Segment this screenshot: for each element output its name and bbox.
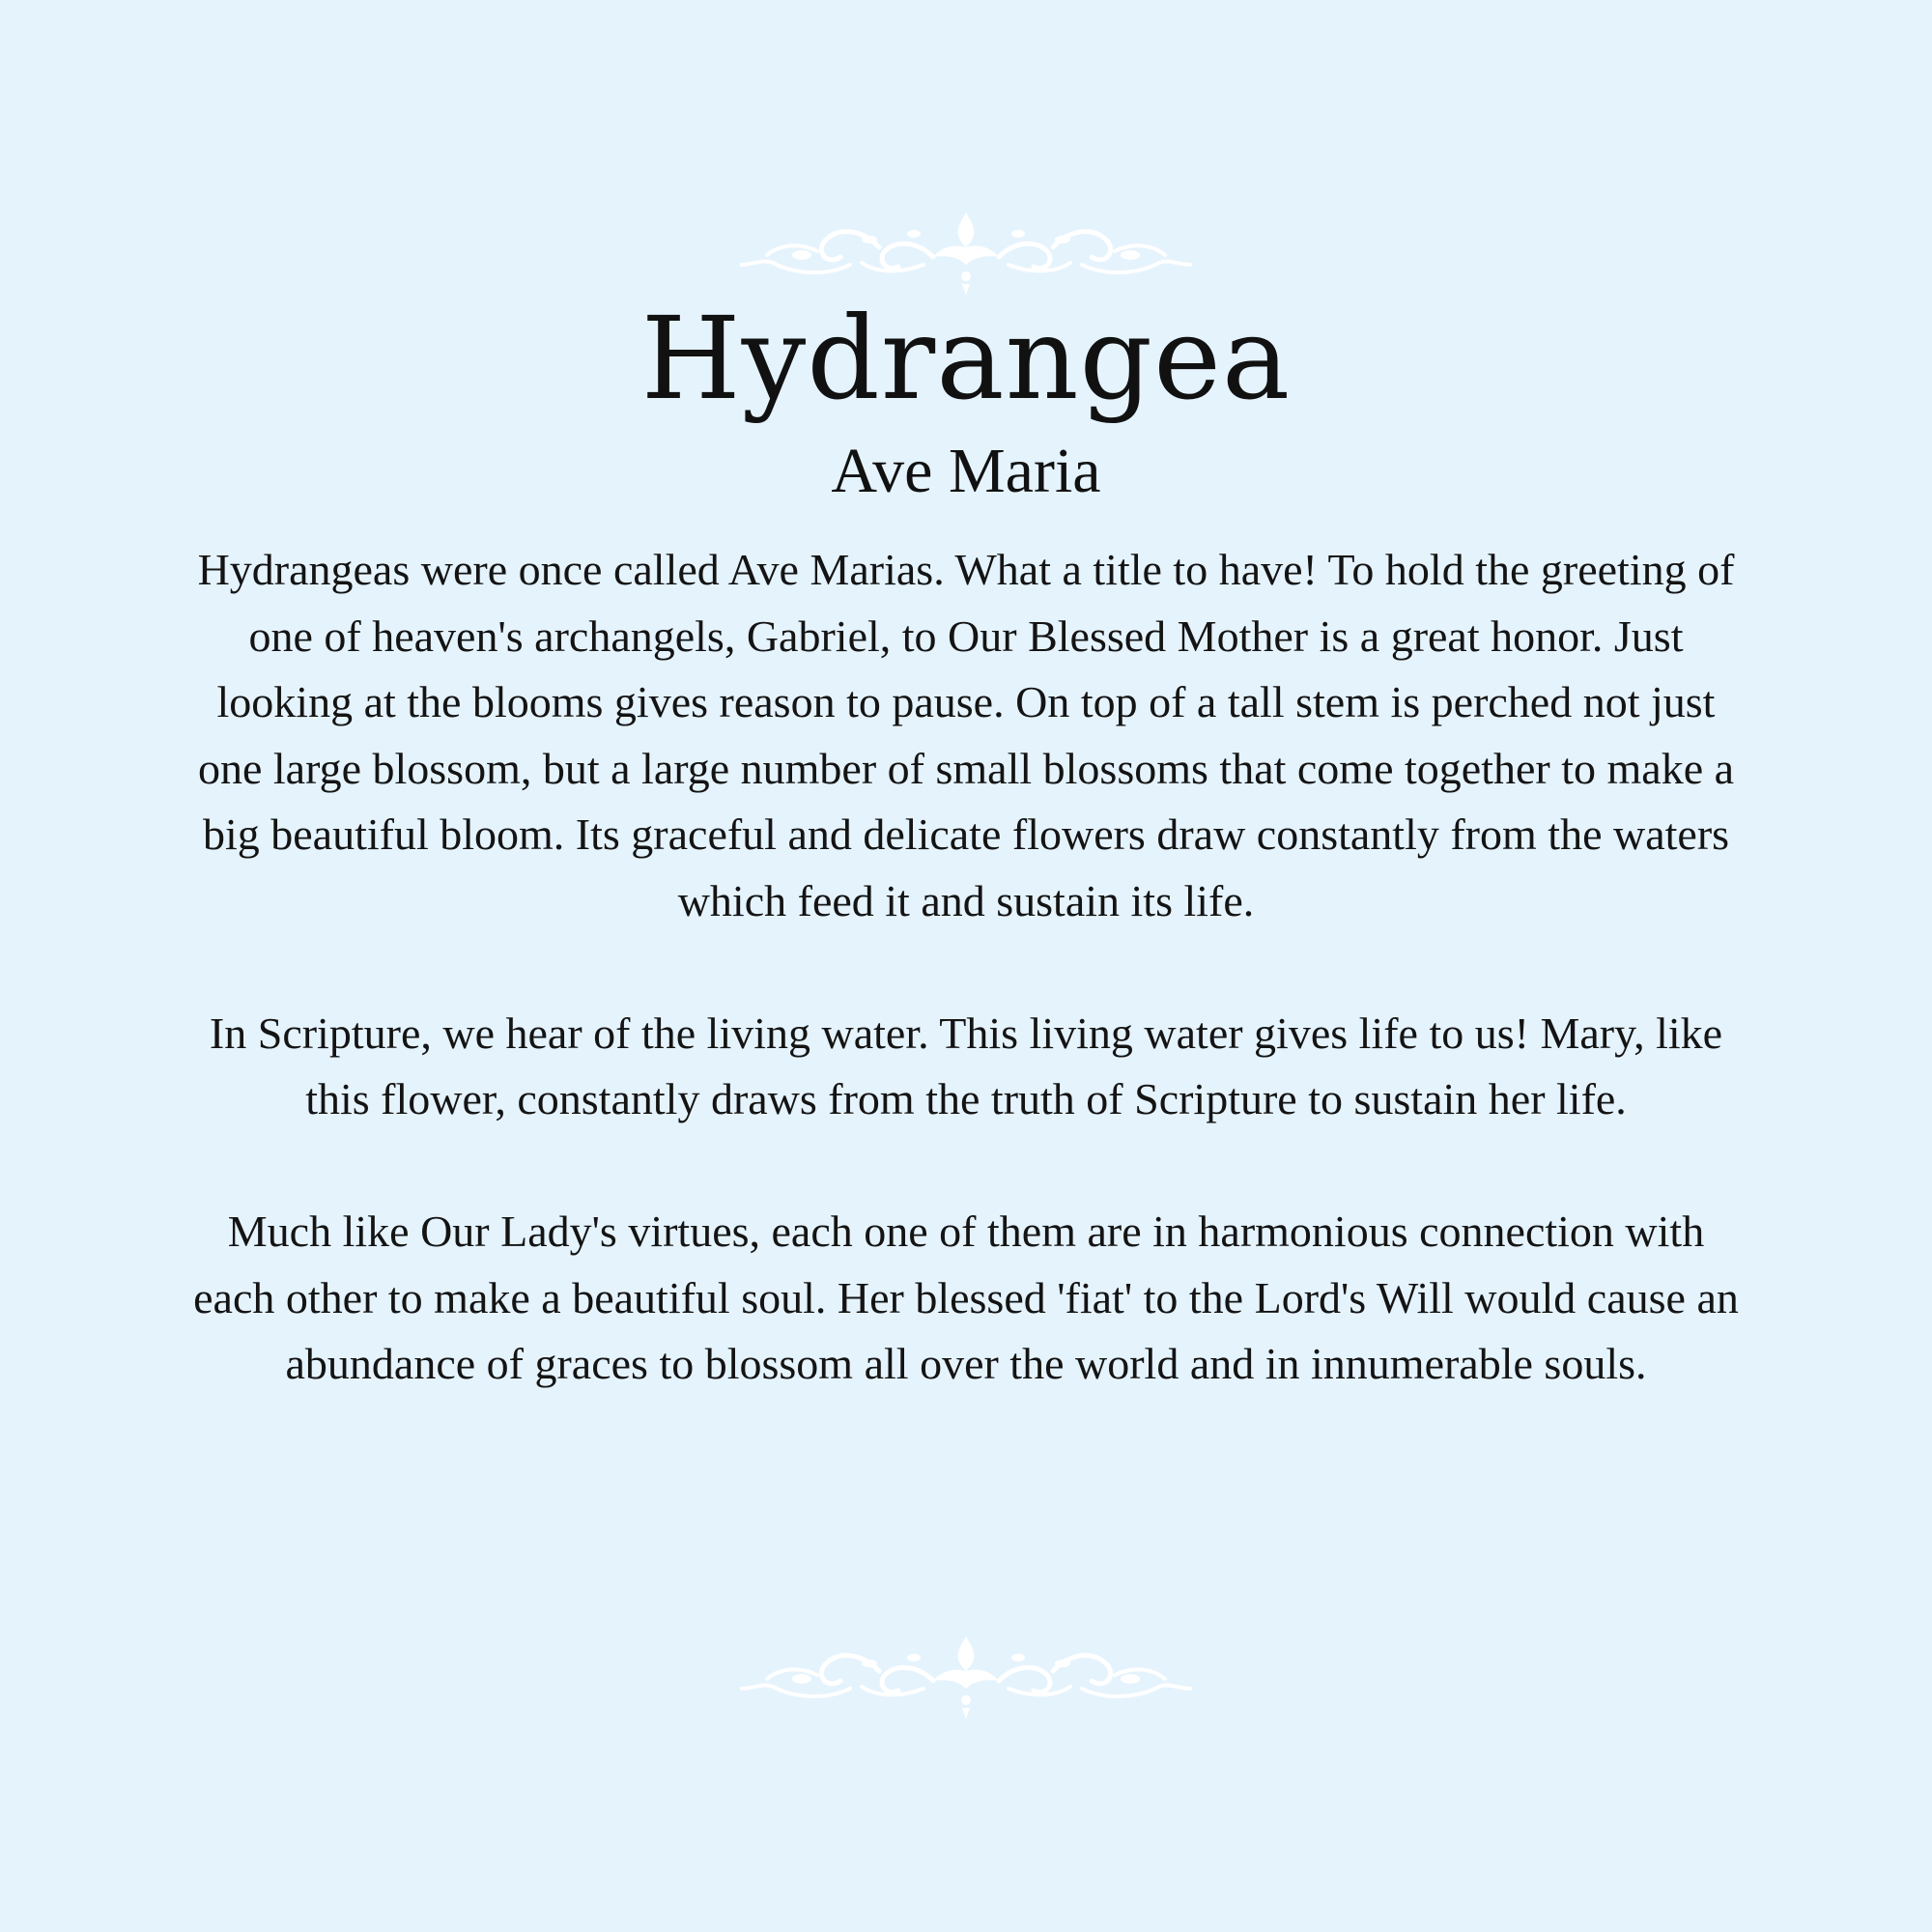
paragraph-1: Hydrangeas were once called Ave Marias. What a title to have! To hold the greeting of one of heaven's archangels, Gabriel, to Our Blessed Mother is a great honor. Just looking at the blooms gives reason to pause. On top of a tall stem is perched not just one large blossom, but a large number of small blossoms that come together to make a big beautiful bloom. Its graceful and delicate flowers draw constantly from the waters which feed it and sustain its life.: [197, 545, 1735, 925]
top-flourish-ornament-icon: [734, 205, 1198, 298]
bottom-flourish-ornament-icon: [734, 1629, 1198, 1721]
body-text: [184, 537, 1748, 1398]
paragraph-3: Much like Our Lady's virtues, each one of them are in harmonious connection with each other to make a beautiful soul. Her blessed 'fiat' to the Lord's Will would cause an abundance of graces to blossom all over the world and in innumerable souls.: [193, 1207, 1739, 1388]
page-subtitle: Ave Maria: [831, 436, 1101, 506]
page-title: Hydrangea: [640, 292, 1292, 425]
paragraph-2: In Scripture, we hear of the living water. This living water gives life to us! Mary, like this flower, constantly draws from the truth of Scripture to sustain her life.: [209, 1008, 1723, 1123]
